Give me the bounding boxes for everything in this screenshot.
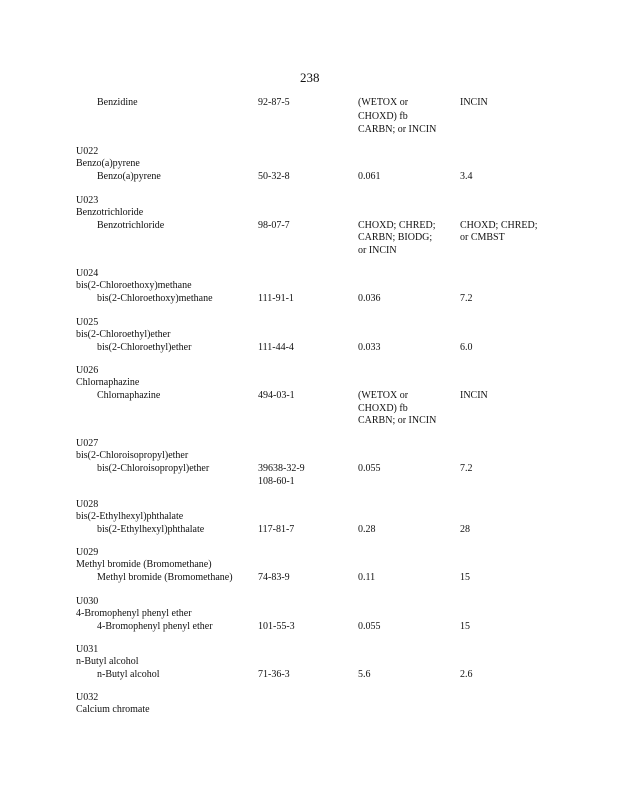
text-line: 71-36-3: [258, 669, 290, 680]
text-line: Benzo(a)pyrene: [76, 158, 140, 169]
text-line: U028: [76, 499, 99, 510]
text-line: 74-83-9: [258, 572, 290, 583]
text-line: 117-81-7: [258, 524, 295, 535]
text-line: 0.033: [358, 342, 381, 353]
text-line: 7.2: [460, 463, 473, 474]
text-line: bis(2-Chloroethoxy)methane: [97, 293, 213, 304]
text-line: CARBN; or INCIN: [358, 124, 437, 135]
text-line: 0.036: [358, 293, 381, 304]
text-line: or CMBST: [460, 232, 505, 243]
text-line: Chlornaphazine: [97, 390, 161, 401]
text-line: bis(2-Ethylhexyl)phthalate: [76, 511, 184, 522]
text-line: CARBN; or INCIN: [358, 415, 437, 426]
text-line: 5.6: [358, 669, 371, 680]
text-line: 7.2: [460, 293, 473, 304]
page-number: 238: [300, 70, 320, 85]
text-line: 0.28: [358, 524, 376, 535]
text-line: Benzidine: [97, 97, 138, 108]
text-line: 15: [460, 572, 470, 583]
text-line: U026: [76, 365, 99, 376]
text-line: 50-32-8: [258, 171, 290, 182]
text-line: Benzotrichloride: [76, 207, 144, 218]
text-line: U029: [76, 547, 99, 558]
text-line: CHOXD) fb: [358, 403, 408, 414]
text-line: Methyl bromide (Bromomethane): [97, 572, 233, 583]
text-line: INCIN: [460, 390, 488, 401]
text-line: 101-55-3: [258, 621, 295, 632]
text-line: U023: [76, 195, 99, 206]
text-line: (WETOX or: [358, 390, 409, 401]
text-line: 92-87-5: [258, 97, 290, 108]
text-line: Chlornaphazine: [76, 377, 140, 388]
text-line: Methyl bromide (Bromomethane): [76, 559, 212, 570]
text-line: 108-60-1: [258, 476, 295, 487]
text-line: 0.061: [358, 171, 381, 182]
text-line: Calcium chromate: [76, 704, 150, 715]
text-line: U024: [76, 268, 99, 279]
text-line: 4-Bromophenyl phenyl ether: [97, 621, 213, 632]
text-line: U022: [76, 146, 99, 157]
text-line: 28: [460, 524, 470, 535]
text-line: 6.0: [460, 342, 473, 353]
text-line: U027: [76, 438, 99, 449]
text-line: Benzo(a)pyrene: [97, 171, 161, 182]
text-line: 111-44-4: [258, 342, 294, 353]
text-line: CHOXD; CHRED;: [358, 220, 436, 231]
text-line: (WETOX or: [358, 97, 409, 108]
text-line: bis(2-Chloroethyl)ether: [97, 342, 192, 353]
text-line: U025: [76, 317, 99, 328]
text-line: 2.6: [460, 669, 473, 680]
text-line: 15: [460, 621, 470, 632]
text-line: INCIN: [460, 97, 488, 108]
text-line: CARBN; BIODG;: [358, 232, 433, 243]
text-line: Benzotrichloride: [97, 220, 165, 231]
text-line: bis(2-Chloroethyl)ether: [76, 329, 171, 340]
text-line: 494-03-1: [258, 390, 295, 401]
text-line: CHOXD) fb: [358, 111, 408, 122]
text-line: bis(2-Chloroisopropyl)ether: [76, 450, 189, 461]
text-line: bis(2-Chloroethoxy)methane: [76, 280, 192, 291]
text-line: n-Butyl alcohol: [76, 656, 139, 667]
text-line: 0.055: [358, 463, 381, 474]
text-line: 0.055: [358, 621, 381, 632]
text-line: bis(2-Chloroisopropyl)ether: [97, 463, 210, 474]
text-line: 111-91-1: [258, 293, 294, 304]
text-line: CHOXD; CHRED;: [460, 220, 538, 231]
text-line: U030: [76, 596, 99, 607]
text-line: or INCIN: [358, 245, 397, 256]
text-line: U031: [76, 644, 99, 655]
text-line: 3.4: [460, 171, 473, 182]
text-line: 39638-32-9: [258, 463, 305, 474]
text-line: 0.11: [358, 572, 376, 583]
text-line: bis(2-Ethylhexyl)phthalate: [97, 524, 205, 535]
text-line: 4-Bromophenyl phenyl ether: [76, 608, 192, 619]
text-line: n-Butyl alcohol: [97, 669, 160, 680]
text-line: 98-07-7: [258, 220, 290, 231]
text-line: U032: [76, 692, 99, 703]
